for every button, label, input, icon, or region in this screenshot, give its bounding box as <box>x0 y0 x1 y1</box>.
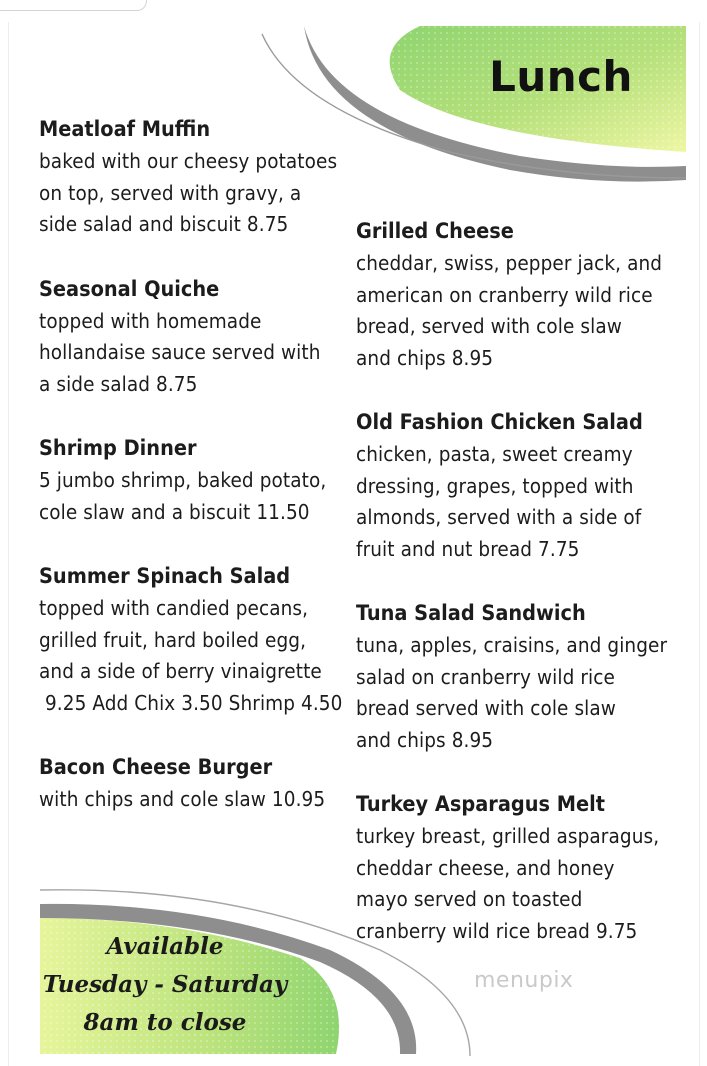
item-name: Tuna Salad Sandwich <box>356 601 586 626</box>
availability-hours: 8am to close <box>83 1009 247 1036</box>
menu-title: Lunch <box>489 52 633 101</box>
item-name: Turkey Asparagus Melt <box>356 792 605 817</box>
item-description: 5 jumbo shrimp, baked potato, cole slaw and a biscuit 11.50 <box>39 468 327 524</box>
item-name: Meatloaf Muffin <box>39 117 211 142</box>
menu-item <box>356 789 696 947</box>
menu-item <box>39 433 369 528</box>
menu-item <box>356 598 696 756</box>
menu-item <box>39 274 369 401</box>
item-name: Grilled Cheese <box>356 219 514 244</box>
availability-days: Tuesday - Saturday <box>42 971 288 998</box>
watermark: menupix <box>474 968 574 993</box>
item-name: Bacon Cheese Burger <box>39 755 273 780</box>
left-menu-column <box>39 114 369 816</box>
availability-note <box>40 928 290 1042</box>
menu-item <box>39 114 369 241</box>
item-description: tuna, apples, craisins, and ginger salad on cranberry wild rice bread served with cole slaw and chips 8.95 <box>356 633 668 752</box>
menu-item <box>39 752 369 816</box>
item-description: cheddar, swiss, pepper jack, and american on cranberry wild rice bread, served with cole slaw and chips 8.95 <box>356 251 663 370</box>
item-description: baked with our cheesy potatoes on top, served with gravy, a side salad and biscuit 8.75 <box>39 149 338 236</box>
menu-item <box>39 561 369 719</box>
item-description: chicken, pasta, sweet creamy dressing, grapes, topped with almonds, served with a side of fruit and nut bread 7.75 <box>356 442 642 561</box>
menu-item <box>356 407 696 565</box>
item-name: Shrimp Dinner <box>39 436 197 461</box>
item-description: topped with candied pecans, grilled fruit, hard boiled egg, and a side of berry vinaigrette 9.25 Add Chix 3.50 Shrimp 4.50 <box>39 596 343 715</box>
item-name: Old Fashion Chicken Salad <box>356 410 643 435</box>
menu-item <box>356 216 696 374</box>
item-description: turkey breast, grilled asparagus, cheddar cheese, and honey mayo served on toasted cranberry wild rice bread 9.75 <box>356 824 660 943</box>
right-menu-column <box>356 216 696 947</box>
item-description: with chips and cole slaw 10.95 <box>39 787 326 811</box>
item-name: Seasonal Quiche <box>39 276 220 302</box>
item-description: topped with homemade hollandaise sauce served with a side salad 8.75 <box>39 308 321 396</box>
availability-line: Available <box>106 933 224 960</box>
item-name: Summer Spinach Salad <box>39 564 291 589</box>
